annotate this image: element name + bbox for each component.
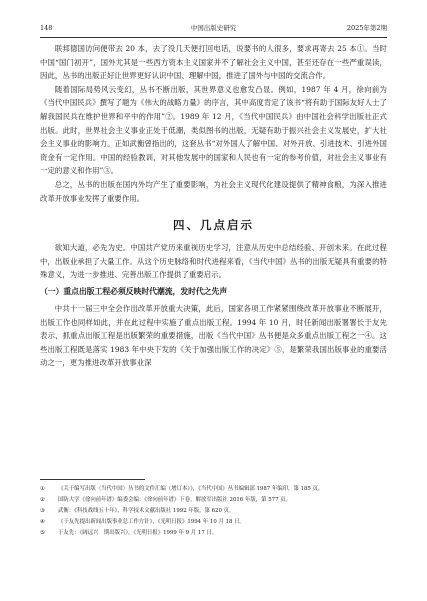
footnote-number: ⑤ <box>40 530 45 536</box>
footnote-text: 《关于编写出版〈当代中国〉丛书的文件汇编（增订本）》，《当代中国》丛书编辑部 1987 年编印，第 185 页。 <box>58 486 324 492</box>
footnote <box>40 506 387 517</box>
footnote <box>40 517 387 528</box>
running-header <box>40 22 387 34</box>
header-rule <box>40 37 387 38</box>
footnote-number: ① <box>40 486 45 492</box>
section-title: 四、几点启示 <box>173 218 254 233</box>
footnote-number: ② <box>40 497 45 503</box>
journal-title: 中国出版史研究 <box>190 24 237 32</box>
paragraph: 欲知大道，必先为史。中国共产党历来重视历史学习，注意从历史中总结经验、开创未来。在此过程中，出版业承担了大量工作。从这个历史脉络和时代进程来看，《当代中国》丛书的出版无疑具有重要的特殊意义，为进一步推进、完善出版工作提供了重要启示。 <box>40 243 387 280</box>
footnote-text: 于友先：《阔远兴 期出版兴》，《光明日报》1999 年 9 月 17 日。 <box>58 530 218 536</box>
footnote-text: 武衡：《科技战线五十年》，科学技术文献出版社 1992 年版，第 620 页。 <box>58 508 235 514</box>
issue-label: 2025年第2期 <box>346 24 387 32</box>
article-body <box>40 42 387 370</box>
footnote-rule <box>40 479 145 480</box>
paragraph: 随着国际局势风云变幻，丛书不断出版，其世界意义也愈发凸显。例如，1987 年 4 月，徐向前为《当代中国民兵》撰写了题为《伟大的战略力量》的序言，其中高度肯定了该书“将有助于国际友好人士了解我国民兵在维护世界和平中的作用”②。1989 年 12 月，《当代中国民兵》由中国社会科学出版社正式出版。此时，世界社会主义事业正处于低潮，类似图书的出版，无疑有助于振兴社会主义发展史，扩大社会主义事业的影响力。正如武衡曾指出的，这套丛书“对外国人了解中国、对外开放、引进技术、引进外国资金有一定作用。中国的经验教训，对其他发展中的国家和人民也有一定的参考价值，对社会主义事业有一定的意义和作用”③。 <box>40 84 387 176</box>
footnote-number: ④ <box>40 519 45 525</box>
footnote <box>40 484 387 495</box>
footnotes <box>40 484 387 539</box>
footnote-text: 国防大学《徐向前年谱》编委会编：《徐向前年谱》下卷，解放军出版社 2016 年版，第 577 页。 <box>58 497 292 503</box>
footnote <box>40 495 387 506</box>
paragraph: 中共十一届三中全会作出改革开放重大决策，此后，国家各项工作紧紧围绕改革开放事业不断展开，出版工作也同样如此，并在此过程中实施了重点出版工程。1994 年 10 月，时任新闻出版署署长于友先表示，抓重点出版工程是出版繁荣的重要措施，出版《当代中国》丛书便是众多重点出版工程之一④。这些出版工程既是落实 1983 年中央下发的《关于加强出版工作的决定》⑤，是繁荣我国出版事业的重要活动之一，更为推进改革开放事业深 <box>40 303 387 368</box>
footnote <box>40 528 387 539</box>
paragraph: 总之，丛书的出版在国内外均产生了重要影响，为社会主义现代化建设提供了精神食粮，为深入推进改革开放事业发挥了重要作用。 <box>40 179 387 203</box>
paragraph: 联邦德国访问便带去 20 本，去了没几天便打回电话，说要书的人很多，要求再寄去 25 本①。当时中国“国门初开”，国外尤其是一些西方资本主义国家并不了解社会主义中国，甚至还存在一些严重误读，因此，丛书的出版正好让世界更好认识中国、理解中国，推进了国外与中国的交流合作。 <box>40 44 387 81</box>
footnote-text: 《于友先提出新闻出版事业总工作方针》，《光明日报》1994 年 10 月 18 日。 <box>58 519 245 525</box>
page-number: 148 <box>40 24 53 32</box>
subsection-heading: （一）重点出版工程必须反映时代潮流，发时代之先声 <box>40 286 228 296</box>
footnote-number: ③ <box>40 508 45 514</box>
